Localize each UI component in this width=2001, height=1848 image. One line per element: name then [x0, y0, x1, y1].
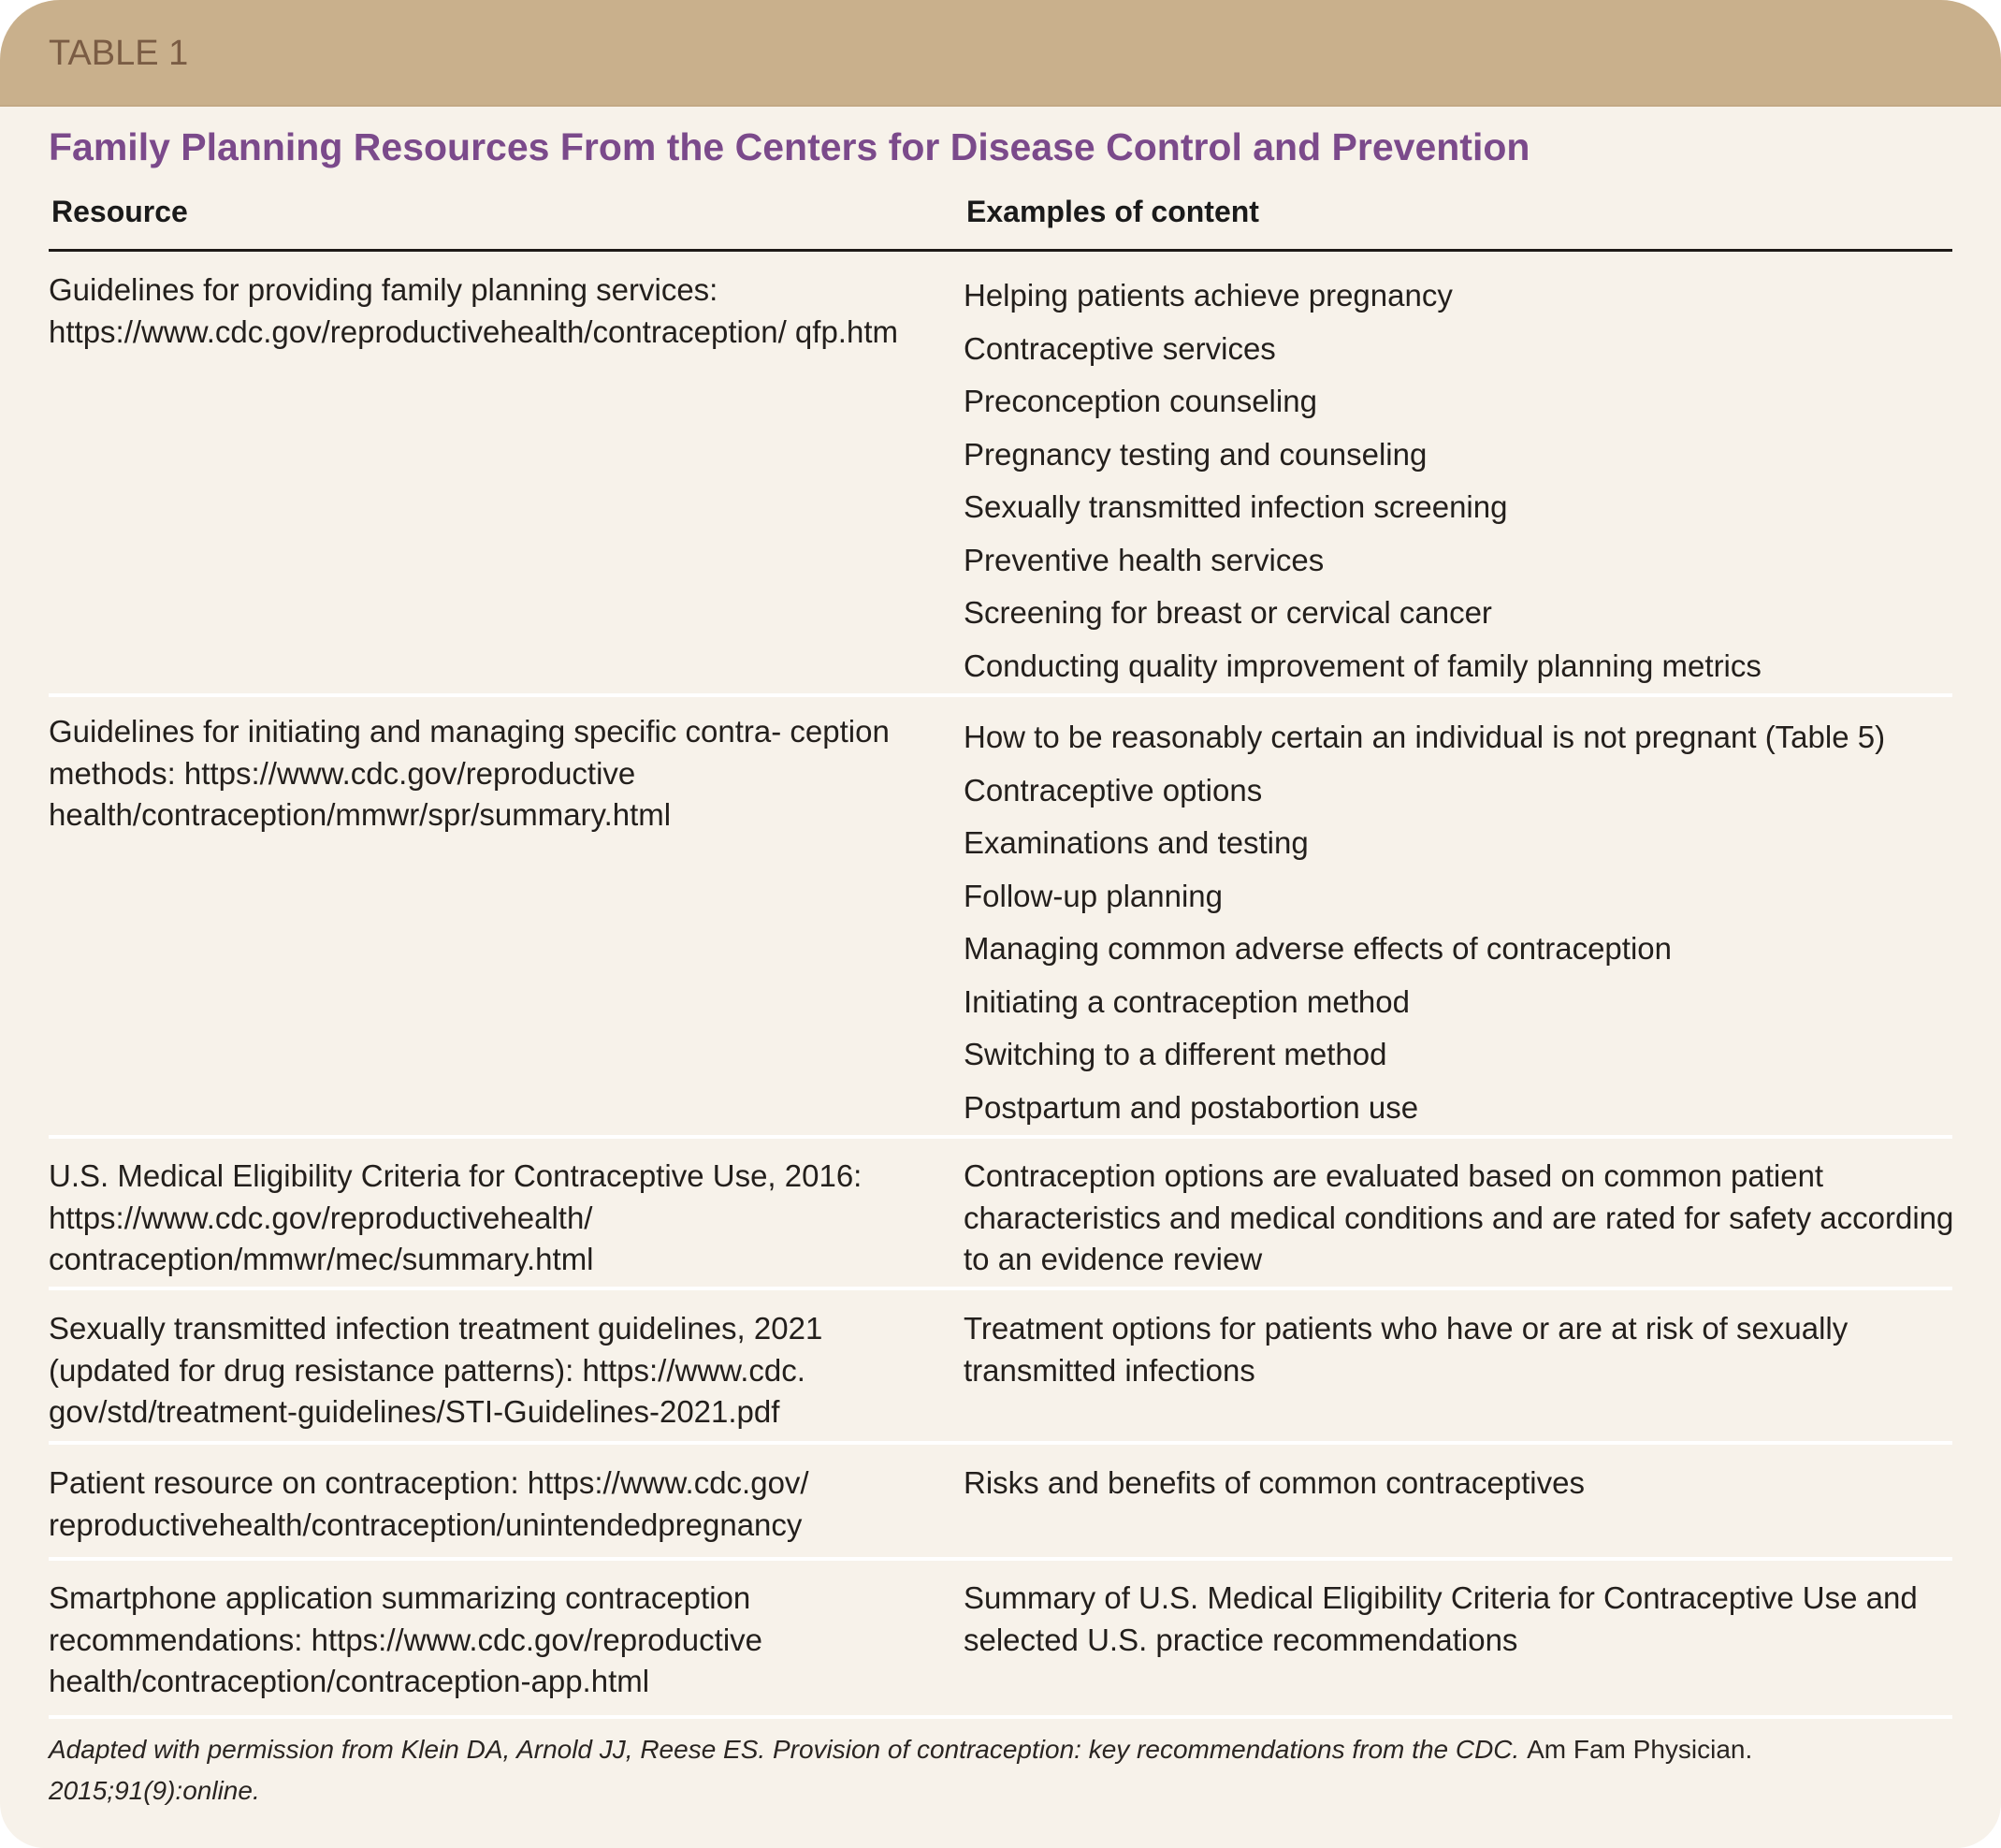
example-text: Treatment options for patients who have or are at risk of sexually transmitted infections	[964, 1311, 1849, 1388]
resource-cell: Patient resource on contraception: https://www.cdc.gov/ reproductivehealth/contraception/unintendedpregnancy	[49, 1465, 809, 1542]
example-item: Initiating a contraception method	[964, 983, 1410, 1019]
example-item: Contraceptive options	[964, 772, 1263, 808]
example-item: Managing common adverse effects of contraception	[964, 931, 1672, 966]
example-text: Risks and benefits of common contraceptives	[964, 1465, 1585, 1500]
resource-cell: Smartphone application summarizing contraception recommendations: https://www.cdc.gov/reproductive health/contraception/contraception-app.html	[49, 1580, 763, 1698]
examples-cell	[964, 1462, 1955, 1505]
footnote-text: Adapted with permission from Klein DA, Arnold JJ, Reese ES. Provision of contraception: key recommendations from the CDC.	[49, 1735, 1520, 1764]
table-label: TABLE 1	[49, 34, 189, 73]
example-item: How to be reasonably certain an individual is not pregnant (Table 5)	[964, 720, 1886, 754]
example-item: Sexually transmitted infection screening	[964, 489, 1508, 524]
row-divider	[49, 1715, 1952, 1719]
column-header-examples: Examples of content	[966, 195, 1259, 228]
example-item: Screening for breast or cervical cancer	[964, 595, 1492, 630]
column-header-resource: Resource	[51, 195, 188, 228]
resource-cell: Sexually transmitted infection treatment guidelines, 2021 (updated for drug resistance patterns): https://www.cdc. gov/std/treatment-guidelines/STI-Guidelines-2021.pdf	[49, 1311, 823, 1429]
examples-cell	[964, 1308, 1955, 1391]
example-item: Contraceptive services	[964, 330, 1276, 366]
example-item: Preconception counseling	[964, 384, 1317, 418]
examples-cell	[964, 1156, 1955, 1281]
row-divider	[49, 1287, 1952, 1290]
example-item: Preventive health services	[964, 542, 1325, 577]
table-label-band	[0, 0, 2001, 107]
footnote-journal: Am Fam Physician.	[1527, 1735, 1753, 1764]
resource-cell: U.S. Medical Eligibility Criteria for Contraceptive Use, 2016: https://www.cdc.gov/reproductivehealth/ contraception/mmwr/mec/summary.html	[49, 1158, 863, 1276]
row-divider	[49, 1441, 1952, 1445]
table-title: Family Planning Resources From the Centers for Disease Control and Prevention	[49, 125, 1530, 168]
example-text: Contraception options are evaluated based on common patient characteristics and medical conditions and are rated for safety according to an evidence review	[964, 1158, 1954, 1276]
resource-cell: Guidelines for providing family planning services: https://www.cdc.gov/reproductivehealth/contraception/ qfp.htm	[49, 272, 898, 349]
footnote	[49, 1729, 1957, 1812]
footnote-citation: 2015;91(9):online.	[49, 1776, 260, 1805]
resource-cell: Guidelines for initiating and managing specific contra- ception methods: https://www.cdc.gov/reproductive health/contraception/mmwr/spr/summary.html	[49, 714, 890, 832]
example-item: Postpartum and postabortion use	[964, 1089, 1419, 1125]
examples-cell	[964, 711, 1955, 1134]
example-item: Examinations and testing	[964, 825, 1309, 860]
example-item: Helping patients achieve pregnancy	[964, 278, 1453, 313]
row-divider	[49, 693, 1952, 697]
example-item: Follow-up planning	[964, 878, 1224, 913]
row-divider	[49, 1135, 1952, 1139]
example-item: Switching to a different method	[964, 1037, 1387, 1071]
example-item: Conducting quality improvement of family planning metrics	[964, 648, 1762, 683]
example-item: Pregnancy testing and counseling	[964, 436, 1428, 472]
row-divider	[49, 1557, 1952, 1561]
examples-cell	[964, 1578, 1955, 1661]
example-text: Summary of U.S. Medical Eligibility Criteria for Contraceptive Use and selected U.S. practice recommendations	[964, 1580, 1918, 1657]
header-rule	[49, 249, 1952, 252]
examples-cell	[964, 269, 1955, 692]
